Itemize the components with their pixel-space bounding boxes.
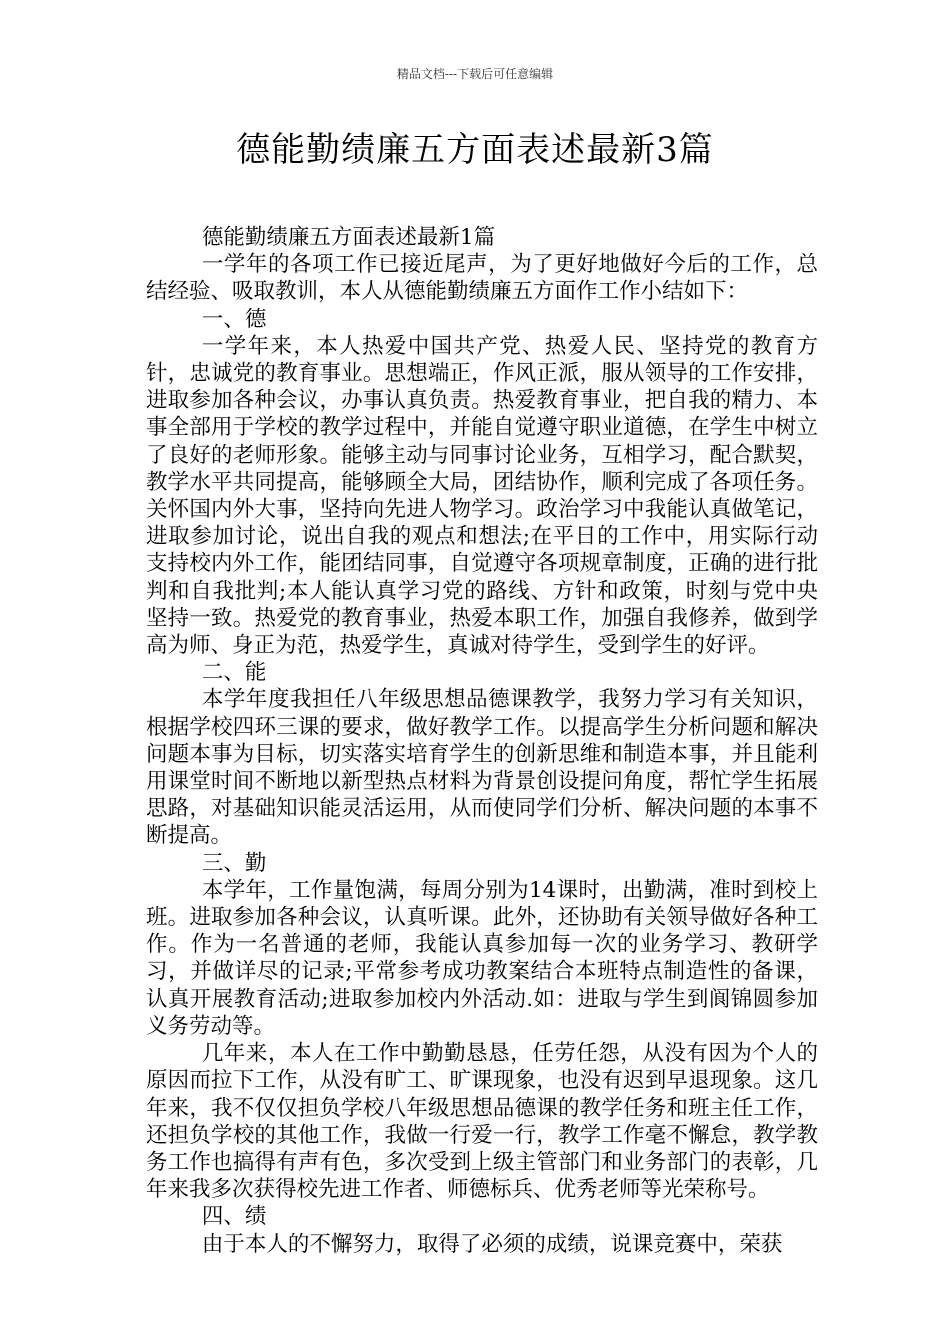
paragraph-qin: 本学年，工作量饱满，每周分别为14课时，出勤满，准时到校上班。进取参加各种会议，认真听课。此外，还协助有关领导做好各种工作。作为一名普通的老师，我能认真参加每一次的业务学习、教研学习，并做详尽的记录;平常参考成功教案结合本班特点制造性的备课，认真开展教育活动;进取参加校内外活动.如：进取与学生到阆锦圆参加义务劳动等。 xyxy=(146,877,818,1039)
section-heading-part1: 德能勤绩廉五方面表述最新1篇 xyxy=(201,225,496,250)
paragraph-neng: 本学年度我担任八年级思想品德课教学，我努力学习有关知识，根据学校四环三课的要求，做好教学工作。以提高学生分析问题和解决问题本事为目标，切实落实培育学生的创新思维和制造本事，并且能利用课堂时间不断地以新型热点材料为背景创设提问角度，帮忙学生拓展思路，对基础知识能灵活运用，从而使同学们分析、解决问题的本事不断提高。 xyxy=(146,687,818,849)
page-header-note: 精品文档---下载后可任意编辑 xyxy=(396,67,554,81)
section-heading-ji: 四、绩 xyxy=(201,1204,267,1230)
document-title: 德能勤绩廉五方面表述最新3篇 xyxy=(236,130,714,170)
intro-paragraph: 一学年的各项工作已接近尾声，为了更好地做好今后的工作，总结经验、吸取教训，本人从德能勤绩廉五方面作工作小结如下： xyxy=(146,252,818,305)
section-heading-de: 一、德 xyxy=(201,306,267,332)
document-body xyxy=(146,224,818,1258)
paragraph-de: 一学年来，本人热爱中国共产党、热爱人民、坚持党的教育方针，忠诚党的教育事业。思想端正，作风正派，服从领导的工作安排，进取参加各种会议，办事认真负责。热爱教育事业，把自我的精力、本事全部用于学校的教学过程中，并能自觉遵守职业道德，在学生中树立了良好的老师形象。能够主动与同事讨论业务，互相学习，配合默契，教学水平共同提高，能够顾全大局，团结协作，顺利完成了各项任务。关怀国内外大事，坚持向先进人物学习。政治学习中我能认真做笔记，进取参加讨论，说出自我的观点和想法;在平日的工作中，用实际行动支持校内外工作，能团结同事，自觉遵守各项规章制度，正确的进行批判和自我批判;本人能认真学习党的路线、方针和政策，时刻与党中央坚持一致。热爱党的教育事业，热爱本职工作，加强自我修养，做到学高为师、身正为范，热爱学生，真诚对待学生，受到学生的好评。 xyxy=(146,333,818,659)
paragraph-ji: 由于本人的不懈努力，取得了必须的成绩，说课竞赛中，荣获 xyxy=(201,1231,783,1257)
section-heading-qin: 三、勤 xyxy=(201,850,267,876)
section-heading-neng: 二、能 xyxy=(201,660,267,686)
paragraph-qin-continued: 几年来，本人在工作中勤勤恳恳，任劳任怨，从没有因为个人的原因而拉下工作，从没有旷工、旷课现象，也没有迟到早退现象。这几年来，我不仅仅担负学校八年级思想品德课的教学任务和班主任工作，还担负学校的其他工作，我做一行爱一行，教学工作毫不懈怠，教学教务工作也搞得有声有色，多次受到上级主管部门和业务部门的表彰，几年来我多次获得校先进工作者、师德标兵、优秀老师等光荣称号。 xyxy=(146,1041,818,1203)
